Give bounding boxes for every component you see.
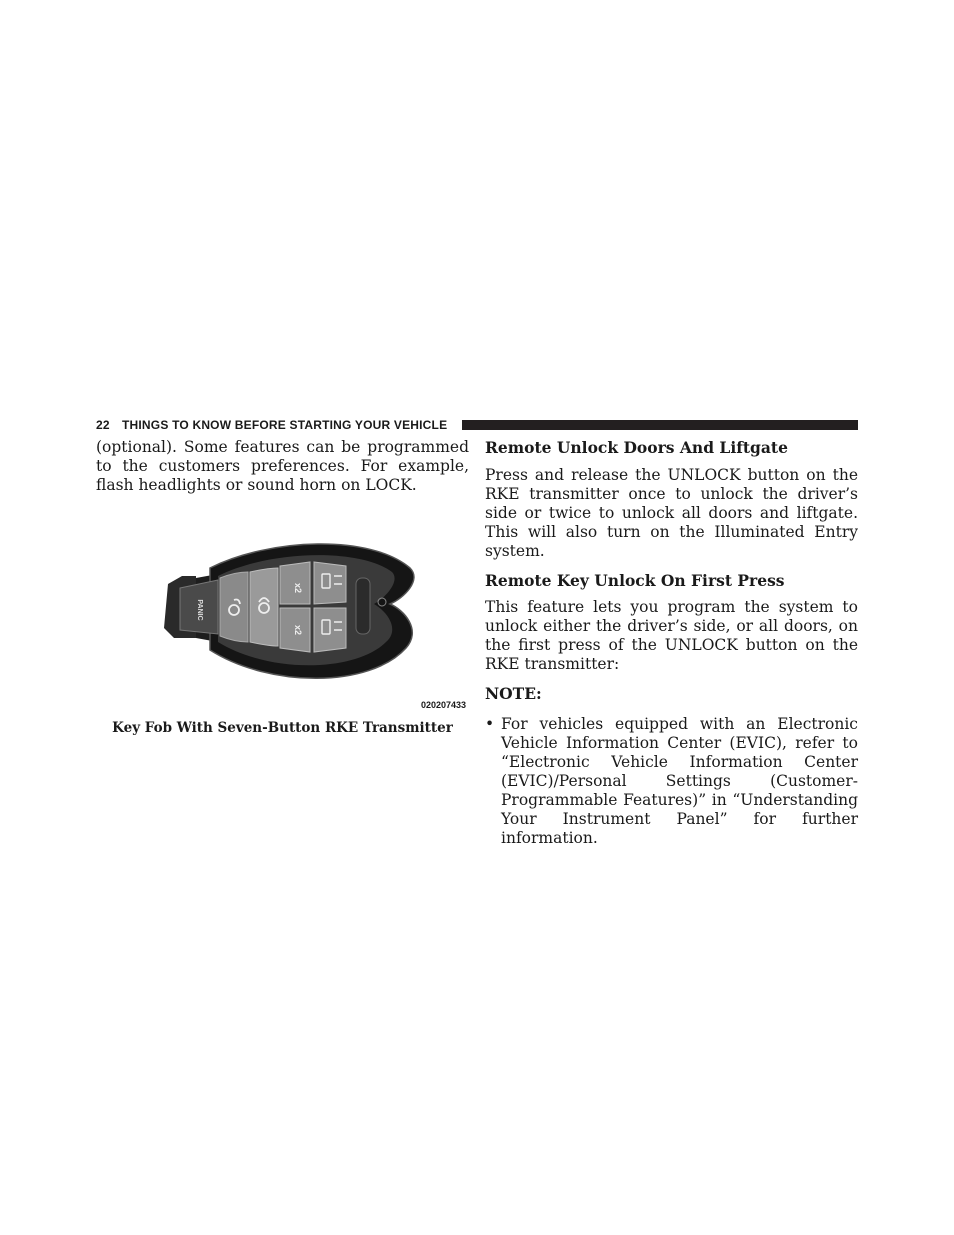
left-column: [96, 438, 469, 495]
list-item: [485, 715, 858, 848]
right-column: [485, 438, 858, 848]
key-fob-illustration: [160, 538, 470, 714]
note-bullets: [485, 715, 858, 848]
section-title: THINGS TO KNOW BEFORE STARTING YOUR VEHICLE: [122, 418, 448, 432]
left-paragraph: (optional). Some features can be programmed to the customers preferences. For example, flash headlights or sound horn on LOCK.: [96, 438, 469, 494]
figure-code: 020207433: [420, 700, 466, 710]
key-fob-figure: [160, 538, 470, 714]
heading-first-press: Remote Key Unlock On First Press: [485, 571, 785, 590]
figure-caption: Key Fob With Seven-Button RKE Transmitter: [112, 720, 453, 736]
bullet-glyph: •: [485, 715, 495, 733]
header-rule: [462, 420, 858, 430]
paragraph-first-press: This feature lets you program the system to unlock either the driver’s side, or all doors, on the first press of the UNLOCK button on the RKE transmitter:: [485, 598, 858, 673]
bullet-text: For vehicles equipped with an Electronic Vehicle Information Center (EVIC), refer to “Electronic Vehicle Information Center (EVIC)/Personal Settings (Customer-Programmable Features)” in “Understanding Your Instrument Panel” for further information.: [501, 715, 858, 847]
svg-text:x2: x2: [293, 624, 303, 636]
svg-text:x2: x2: [293, 582, 303, 594]
page-number: 22: [96, 418, 110, 432]
heading-remote-unlock: Remote Unlock Doors And Liftgate: [485, 438, 788, 457]
paragraph-remote-unlock: Press and release the UNLOCK button on the RKE transmitter once to unlock the driver’s side or twice to unlock all doors and liftgate. This will also turn on the Illuminated Entry system.: [485, 466, 858, 560]
note-label: NOTE:: [485, 684, 542, 703]
page-header: [96, 417, 858, 433]
panic-label: PANIC: [196, 599, 203, 621]
